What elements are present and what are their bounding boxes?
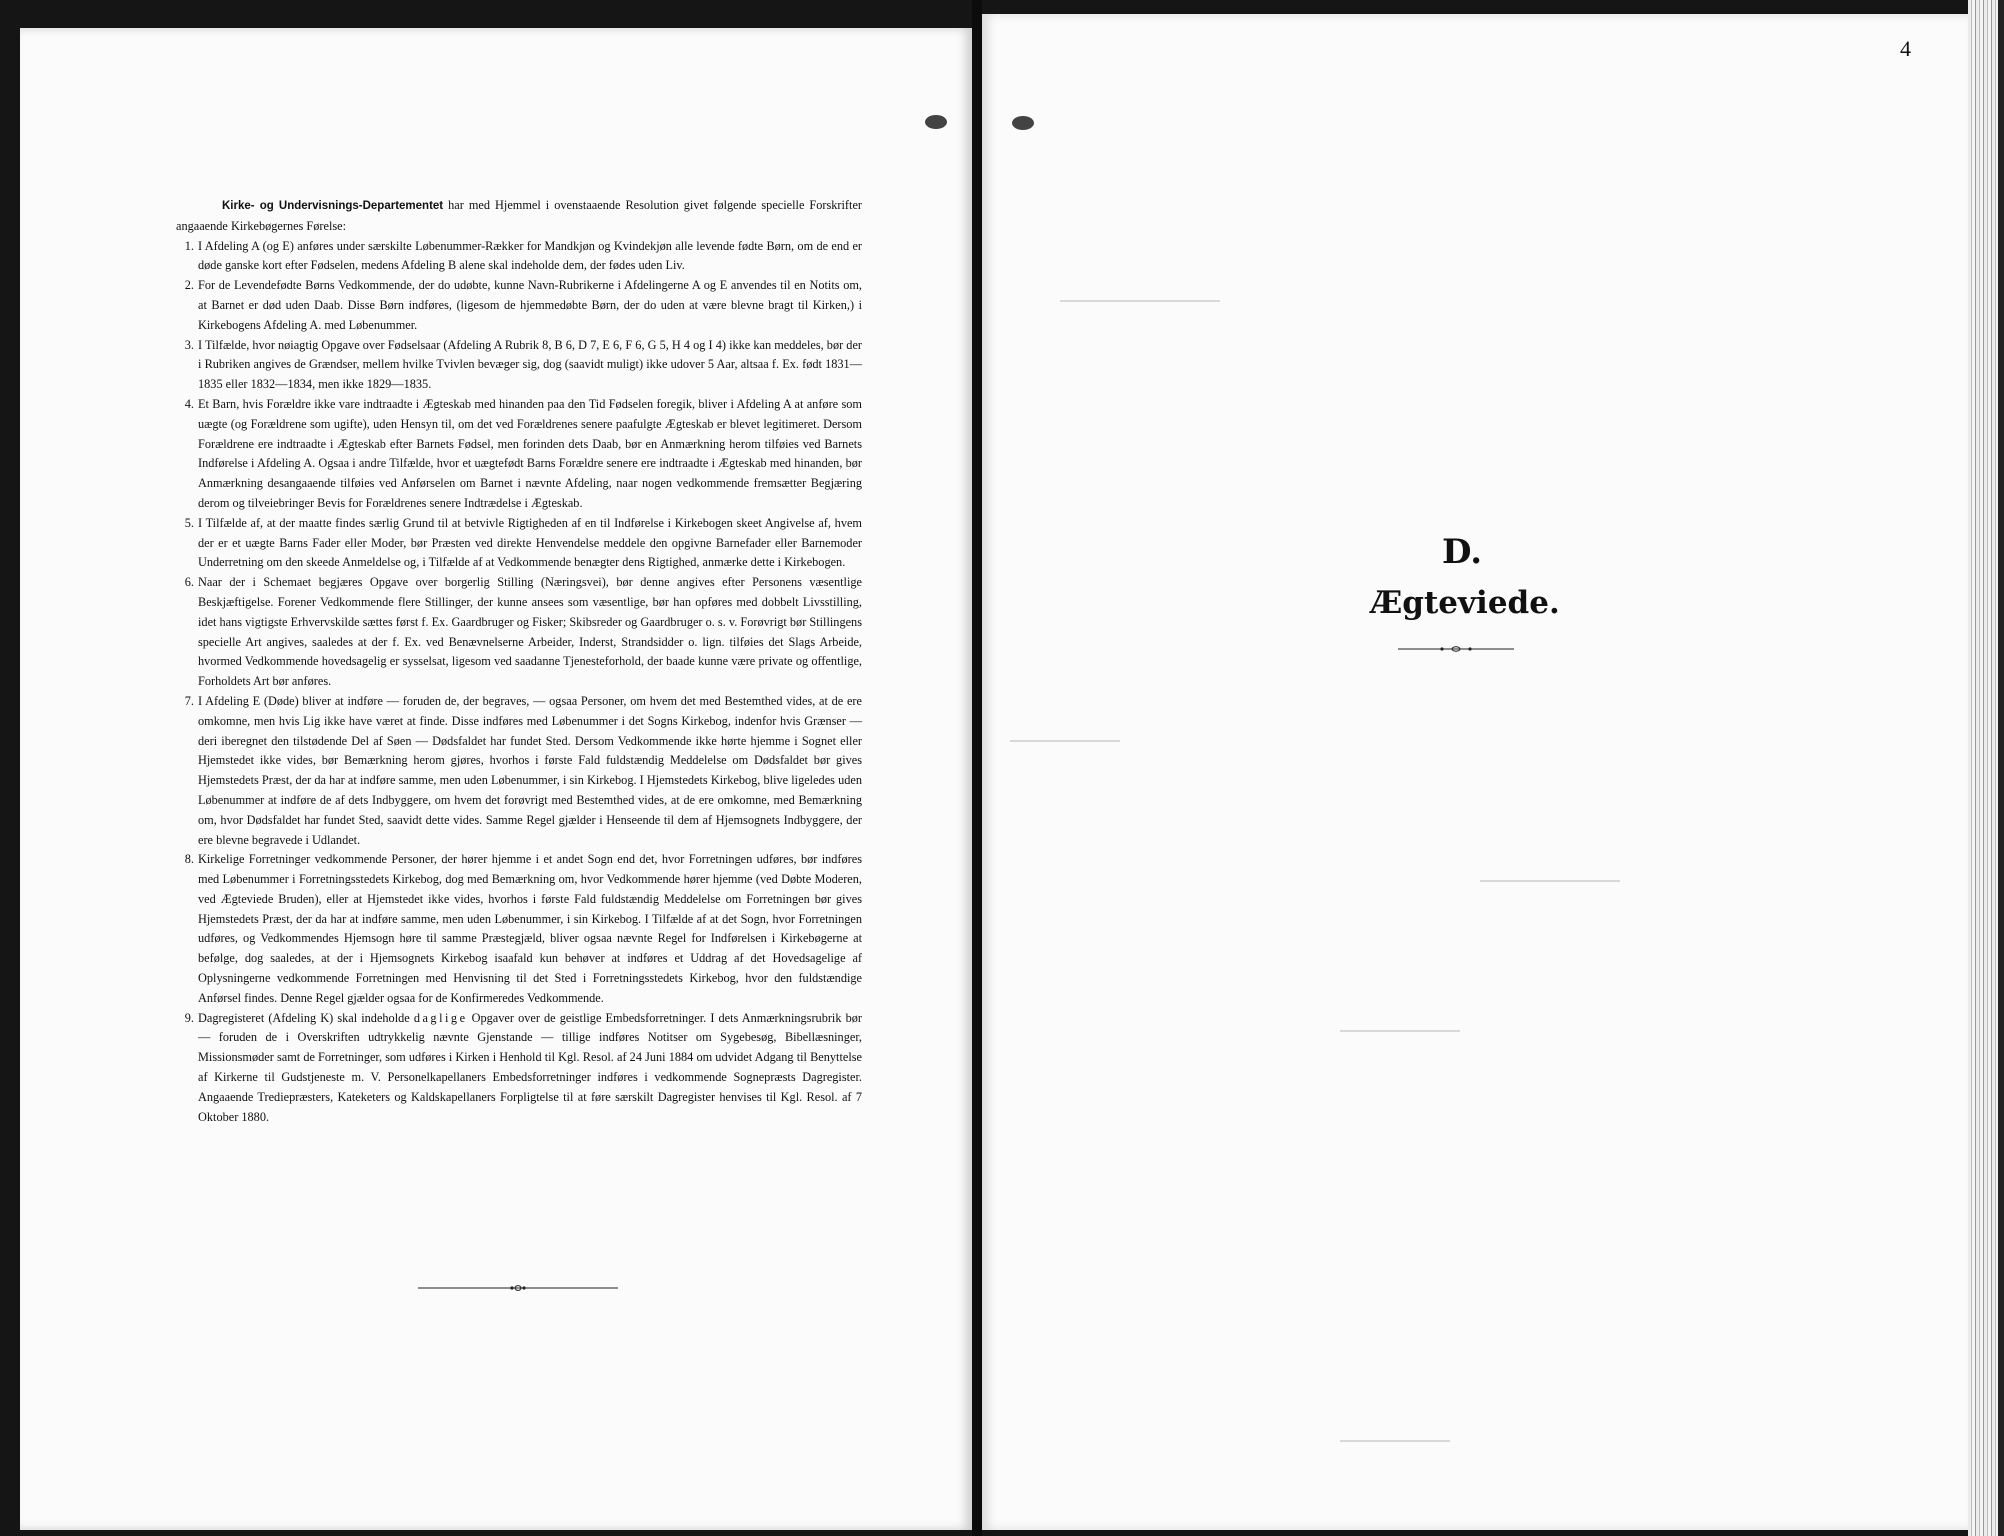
regulation-item-1: 1. I Afdeling A (og E) anføres under særskilte Løbenummer-Rækker for Mandkjøn og Kvindekjøn alle levende fødte Børn, om de end er døde ganske kort efter Fødselen, medens Afdeling B alene skal indeholde dem, der fødes uden Liv. <box>184 238 862 273</box>
show-through-mark <box>1340 1440 1450 1442</box>
regulations-text <box>176 196 862 1127</box>
page-number: 4 <box>1900 36 1911 61</box>
show-through-mark <box>1480 880 1620 882</box>
regulation-item-2: 2. For de Levendefødte Børns Vedkommende, der do udøbte, kunne Navn-Rubrikerne i Afdelingerne A og E anvendes til en Notits om, at Barnet er død uden Daab. Disse Børn indføres, (ligesom de hjemmedøbte Børn, der do uden at være blevne bragt til Kirken,) i Kirkebogens Afdeling A. med Løbenummer. <box>184 278 862 332</box>
ornamental-divider <box>418 1283 618 1293</box>
show-through-mark <box>1060 300 1220 302</box>
ornamental-divider <box>1398 644 1514 654</box>
regulations-intro <box>176 196 862 237</box>
book-gutter <box>972 0 982 1536</box>
show-through-mark <box>1010 740 1120 742</box>
regulation-item-3: 3. I Tilfælde, hvor nøiagtig Opgave over Fødselsaar (Afdeling A Rubrik 8, B 6, D 7, E 6, F 6, G 5, H 4 og I 4) ikke kan meddeles, bør der i Rubriken angives de Grændser, mellem hvilke Tvivlen bevæger sig, dog (saavidt muligt) ikke udover 5 Aar, altsaa f. Ex. født 1831—1835 eller 1832—1834, men ikke 1829—1835. <box>184 337 862 392</box>
regulation-item-5: 5. I Tilfælde af, at der maatte findes særlig Grund til at betvivle Rigtigheden af en til Indførelse i Kirkebogen skeet Angivelse af, hvem der er et uægte Barns Fader eller Moder, bør Præsten ved direkte Henvendelse meddele den opgivne Barnefader eller Barnemoder Underretning om den skeede Anmeldelse og, i Tilfælde af at Vedkommende benægter dens Rigtighed, anmærke dette i Kirkebogen. <box>184 515 862 570</box>
regulation-item-4: 4. Et Barn, hvis Forældre ikke vare indtraadte i Ægteskab med hinanden paa den Tid Fødselen foregik, bliver i Afdeling A at anføre som uægte (og Forældrene som ugifte), uden Hensyn til, om det ved Forældrenes senere paafulgte Ægteskab er blevet legitimeret. Dersom Forældrene ere indtraadte i Ægteskab efter Barnets Fødsel, men forinden dets Daab, bør en Anmærkning herom tilføies ved Barnets Indførelse i Afdeling A. Ogsaa i andre Tilfælde, hvor et uægtefødt Barns Forældre senere ere indtraadte i Ægteskab med hinanden, bør Anmærkning desangaaende tilføies ved Anførselen om Barnet i nævnte Afdeling, naar nogen vedkommende fremsætter Begjæring derom og tilveiebringer Bevis for Forældrenes senere Indtrædelse i Ægteskab. <box>184 396 862 510</box>
ink-blot <box>1012 116 1034 130</box>
section-letter: D. <box>1441 532 1483 572</box>
ink-blot <box>925 115 947 129</box>
section-title: Ægteviede. <box>1370 585 1560 621</box>
show-through-mark <box>1340 1030 1460 1032</box>
right-page <box>982 14 1968 1530</box>
regulation-item-8: 8. Kirkelige Forretninger vedkommende Personer, der hører hjemme i et andet Sogn end det, hvor Forretningen udføres, bør indføres med Løbenummer i Forretningsstedets Kirkebog, dog med Bemærkning om, hvor Vedkommende hører hjemme (ved Døbte Moderen, ved Ægteviede Bruden), eller at Hjemstedet ikke vides, hvorhos i første Fald fuldstændig Meddelelse om Forretningen bør gives Hjemstedets Præst, der da har at indføre samme, men uden Løbenummer, i sin Kirkebog. I Tilfælde af at det Sogn, hvor Forretningen udføres, og Vedkommendes Hjemsogn høre til samme Præstegjæld, bliver ogsaa nævnte Regel for Indførelsen i Kirkebøgerne at befølge, dog saaledes, at der i Hjemsognets Kirkebog isaafald kun behøver at indføres et Uddrag af det Hovedsagelige af Oplysningerne vedkommende Forretningen med Henvisning til det Sted i Forretningsstedets Kirkebog, hvor den fuldstændige Anførsel findes. Denne Regel gjælder ogsaa for de Konfirmeredes Vedkommende. <box>184 852 862 1005</box>
department-name: Kirke- og Undervisnings-Departementet <box>222 200 444 212</box>
regulation-item-9: 9. Dagregisteret (Afdeling K) skal indeholde daglige Opgaver over de geistlige Embedsforretninger. I dets Anmærkningsrubrik bør — foruden de i Overskriften udtrykkelig nævnte Gjenstande — tillige indføres Notitser om Sygebesøg, Bibellæsninger, Missionsmøder samt de Forretninger, som udføres i Kirken i Henhold til Kgl. Resol. af 24 Juni 1884 om udvidet Adgang til Benyttelse af Kirkerne til Gudstjeneste m. V. Personelkapellaners Embedsforretninger indføres i vedkommende Sognepræsts Dagregister. Angaaende Trediepræsters, Kateketers og Kaldskapellaners Forpligtelse til at føre særskilt Dagregister henvises til Kgl. Resol. af 7 Oktober 1880. <box>184 1010 862 1124</box>
scan-edge <box>1998 0 2004 1536</box>
regulation-item-7: 7. I Afdeling E (Døde) bliver at indføre — foruden de, der begraves, — ogsaa Personer, om hvem det med Bestemthed vides, at de ere omkomne, men hvis Lig ikke have været at finde. Disse indføres med Løbenummer i det Sogns Kirkebog, indenfor hvis Grænser — deri iberegnet den tilstødende Del af Søen — Dødsfaldet har fundet Sted. Dersom Vedkommende ikke hørte hjemme i Sognet eller Hjemstedet ikke vides, bør Bemærkning herom gjøres, hvorhos i første Fald fuldstændig Meddelelse om Dødsfaldet bør gives Hjemstedets Præst, der da har at indføre samme, men uden Løbenummer, i sin Kirkebog. I Hjemstedets Kirkebog, blive ligeledes uden Løbenummer at indføre de af dets Indbyggere, om hvem det forøvrigt med Bestemthed vides, at de ere omkomne, med Bemærkning om, hvor Dødsfaldet har fundet Sted, saavidt dette vides. Samme Regel gjælder i Henseende til dem af Hjemsognets Indbyggere, der ere blevne begravede i Udlandet. <box>184 693 862 847</box>
intro-text: har med Hjemmel i ovenstaaende Resolution givet følgende specielle Forskrifter angaaende Kirkebøgernes Førelse: <box>176 198 863 233</box>
regulation-item-6: 6. Naar der i Schemaet begjæres Opgave over borgerlig Stilling (Næringsvei), bør denne angives efter Personens væsentlige Beskjæftigelse. Forener Vedkommende flere Stillinger, der kunne ansees som væsentlige, bør han opføres med dobbelt Livsstilling, idet hans vigtigste Erhvervskilde sættes først f. Ex. Gaardbruger og Fisker; Skibsreder og Gaardbruger o. s. v. Forøvrigt bør Stillingens specielle Art angives, saaledes at der f. Ex. ved Benævnelserne Arbeider, Inderst, Strandsidder o. lign. tilføies det Slags Arbeide, hvormed Vedkommende hovedsagelig er sysselsat, ligesom ved saadanne Tjenesteforhold, der baade kunne være private og offentlige, Forholdets Art bør anføres. <box>184 575 862 689</box>
